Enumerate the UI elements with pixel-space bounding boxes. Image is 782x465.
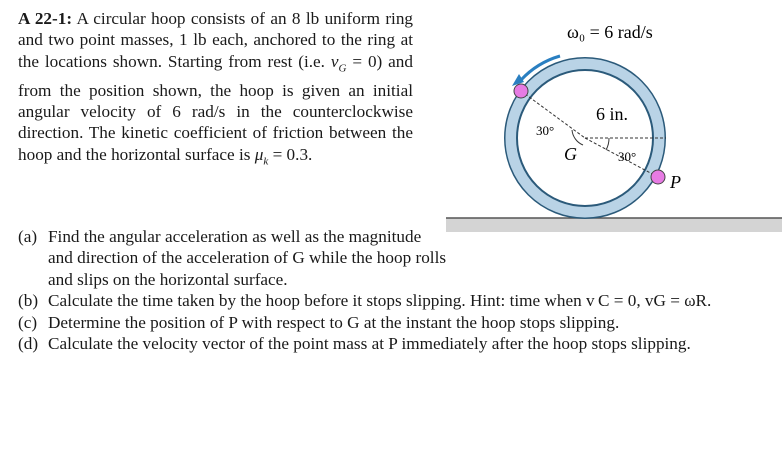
- part-text: Calculate the time taken by the hoop before it stops slipping. Hint: time when v C = 0, vG = ωR.: [48, 291, 712, 311]
- hoop-diagram: [420, 0, 782, 240]
- problem-statement: [18, 8, 413, 173]
- right-angle-arc: [606, 138, 609, 150]
- vg-equals: = 0): [346, 51, 383, 71]
- mu-subscript: k: [263, 155, 269, 168]
- problem-number: A 22-1:: [18, 9, 73, 28]
- right-angle-label: 30°: [618, 149, 637, 164]
- mu-equals: = 0.3.: [268, 144, 313, 164]
- point-mass-P: [651, 170, 665, 184]
- part-text: Calculate the velocity vector of the point mass at P immediately after the hoop stops slipping.: [48, 334, 691, 354]
- left-point-mass: [514, 84, 528, 98]
- part-d: [18, 333, 758, 354]
- omega-label: ω₀ = 6 rad/s: [567, 22, 653, 42]
- intro-text-b: and from the position shown, the hoop is given an initial angular velocity of 6 rad/s in the counterclockwise direction. The kinetic coefficient of friction between the hoop and the horizontal surface is: [18, 51, 413, 164]
- left-angle-arc: [572, 130, 583, 145]
- vg-subscript: G: [338, 62, 347, 75]
- part-text: Find the angular acceleration as well as the magnitude and direction of the acceleration of G while the hoop rolls and slips on the horizontal surface.: [48, 227, 447, 289]
- radius-label: 6 in.: [596, 104, 629, 124]
- part-c: [18, 312, 758, 333]
- mu-symbol: μ: [254, 144, 264, 164]
- question-parts: [18, 226, 758, 354]
- part-text: Determine the position of P with respect to G at the instant the hoop stops slipping.: [48, 312, 620, 332]
- part-label: (d): [18, 334, 39, 354]
- intro-text-a: A circular hoop consists of an 8 lb uniform ring and two point masses, 1 lb each, anchored to the ring at the locations shown. Starting from rest (i.e.: [18, 9, 414, 71]
- vg-symbol: v: [330, 51, 339, 71]
- part-label: (b): [18, 291, 39, 311]
- point-label-P: P: [670, 172, 681, 192]
- hoop-figure: [420, 0, 782, 240]
- center-label-G: G: [564, 144, 577, 164]
- part-a: [18, 226, 758, 290]
- part-b: [18, 290, 758, 311]
- part-label: (a): [18, 227, 38, 246]
- part-label: (c): [18, 312, 38, 332]
- left-angle-label: 30°: [536, 123, 555, 138]
